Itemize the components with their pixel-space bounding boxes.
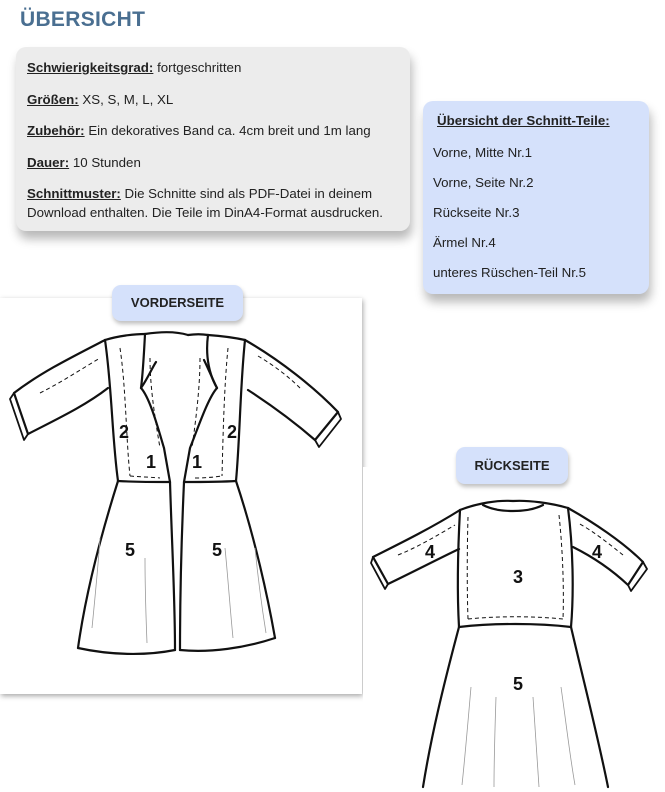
parts-item: Rückseite Nr.3 <box>433 205 520 220</box>
back-view-panel <box>363 467 665 792</box>
accessories-row <box>27 121 371 140</box>
back-piece-number: 4 <box>424 542 436 562</box>
accessories-label: Zubehör: <box>27 123 85 138</box>
front-piece-number: 2 <box>226 422 238 442</box>
duration-value: 10 Stunden <box>72 155 141 170</box>
back-piece-number: 4 <box>591 542 603 562</box>
sizes-value: XS, S, M, L, XL <box>82 92 174 107</box>
accessories-value: Ein dekoratives Band ca. 4cm breit und 1m lang <box>88 123 371 138</box>
parts-item: Ärmel Nr.4 <box>433 235 496 250</box>
difficulty-row <box>27 58 241 77</box>
front-view-label: VORDERSEITE <box>112 285 243 321</box>
parts-card <box>423 101 649 294</box>
parts-item: Vorne, Mitte Nr.1 <box>433 145 533 160</box>
back-dress-drawing <box>363 467 665 792</box>
sizes-row <box>27 90 173 109</box>
parts-item: Vorne, Seite Nr.2 <box>433 175 534 190</box>
parts-item: unteres Rüschen-Teil Nr.5 <box>433 265 586 280</box>
front-piece-number: 2 <box>118 422 130 442</box>
pattern-row <box>27 184 383 222</box>
front-view-panel <box>0 298 362 694</box>
pattern-label: Schnittmuster: <box>27 186 121 201</box>
back-piece-number: 5 <box>512 674 524 694</box>
pattern-value-line2: Download enthalten. Die Teile im DinA4-Format ausdrucken. <box>27 205 383 220</box>
front-piece-number: 1 <box>145 452 157 472</box>
front-piece-number: 5 <box>211 540 223 560</box>
difficulty-label: Schwierigkeitsgrad: <box>27 60 154 75</box>
parts-title: Übersicht der Schnitt-Teile: <box>437 113 610 128</box>
duration-row <box>27 153 141 172</box>
info-card <box>16 47 410 231</box>
front-dress-drawing <box>0 298 362 694</box>
page-title: ÜBERSICHT <box>20 8 146 31</box>
difficulty-value: fortgeschritten <box>157 60 242 75</box>
sizes-label: Größen: <box>27 92 79 107</box>
back-piece-number: 3 <box>512 567 524 587</box>
front-piece-number: 5 <box>124 540 136 560</box>
back-view-label: RÜCKSEITE <box>456 447 568 484</box>
pattern-value-line1: Die Schnitte sind als PDF-Datei in deinem <box>124 186 373 201</box>
duration-label: Dauer: <box>27 155 70 170</box>
front-piece-number: 1 <box>191 452 203 472</box>
